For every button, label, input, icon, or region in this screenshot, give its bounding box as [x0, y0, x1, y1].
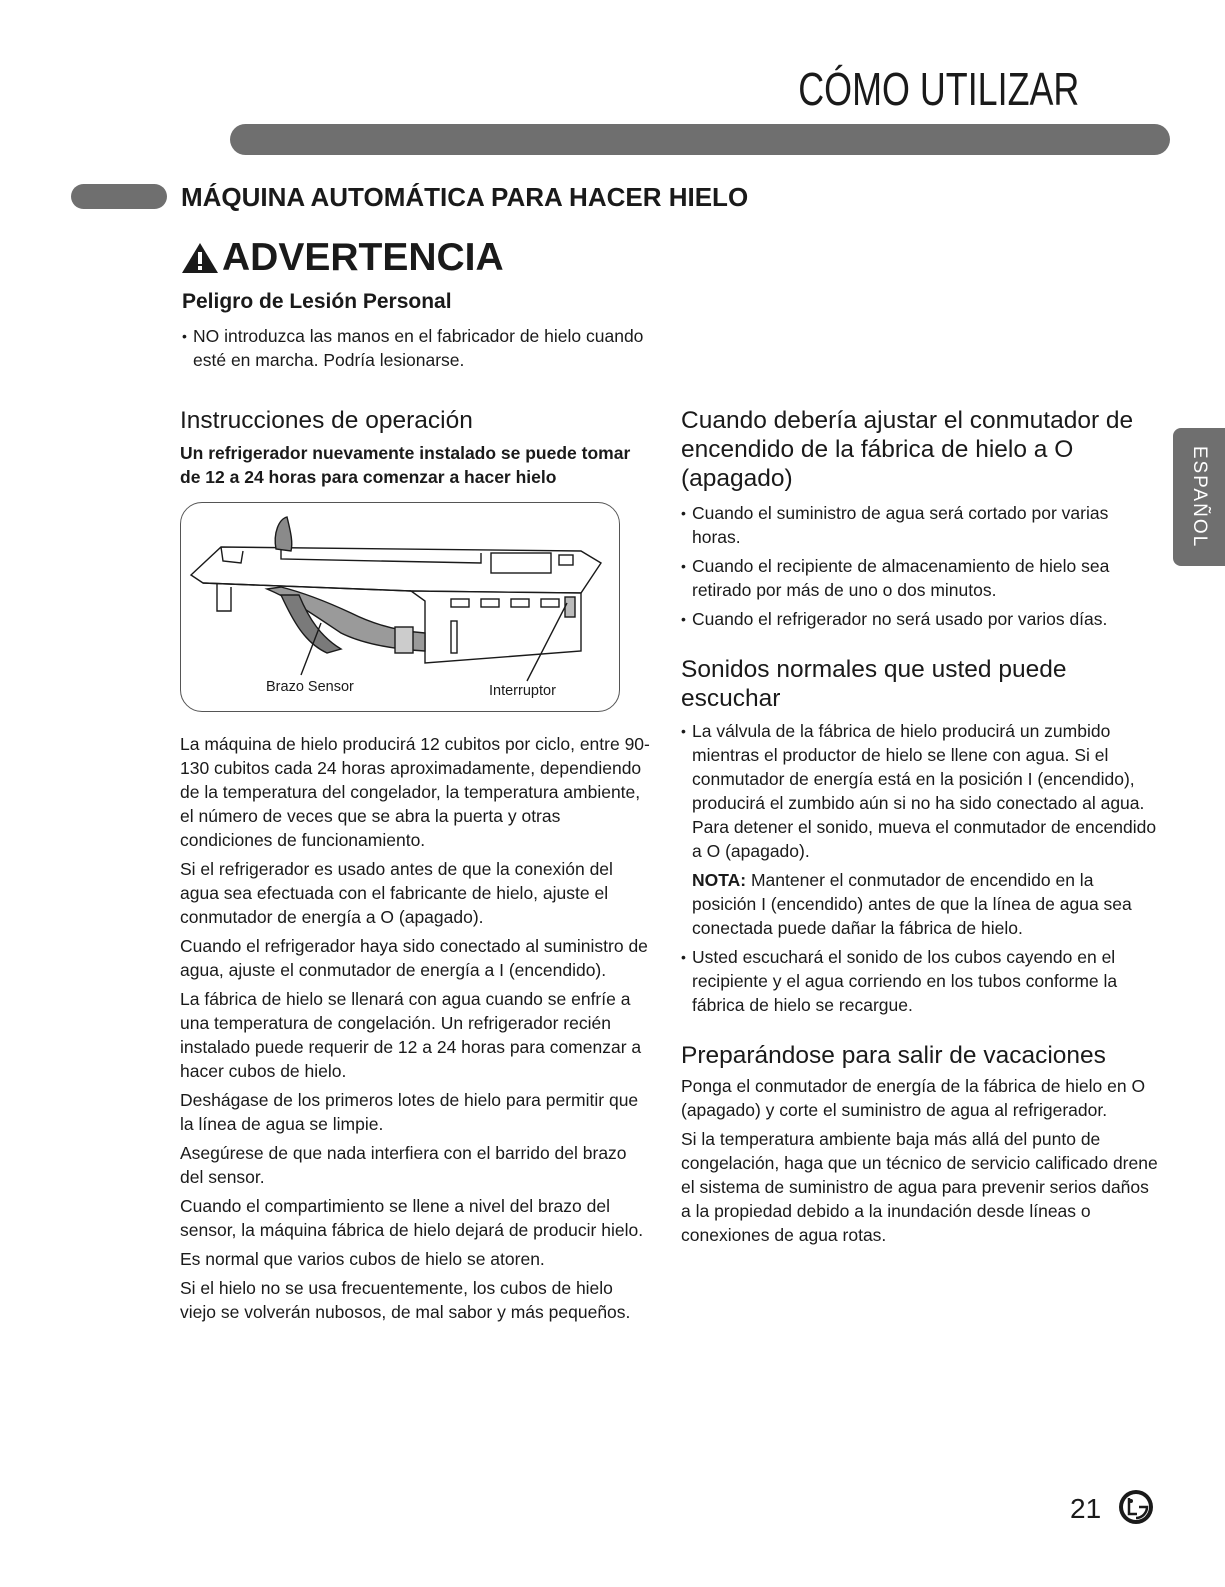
warning-subtitle: Peligro de Lesión Personal	[182, 290, 452, 313]
ice-maker-illustration	[181, 503, 619, 711]
left-paragraph: La fábrica de hielo se llenará con agua cuando se enfríe a una temperatura de congelación. Un refrigerador recién instalado puede requerir de 12 a 24 horas para comenzar a hacer cubos de hielo.	[180, 989, 642, 1081]
warning-triangle-icon	[180, 241, 220, 275]
label-interruptor: Interruptor	[489, 683, 556, 699]
vacation-paragraph: Si la temperatura ambiente baja más allá del punto de congelación, haga que un técnico de servicio calificado drene el sistema de suministro de agua para prevenir serios daños a la propiedad debido a la inundación desde líneas o conexiones de agua rotas.	[681, 1129, 1158, 1245]
language-tab	[1173, 428, 1225, 566]
switch-off-heading: Cuando debería ajustar el conmutador de encendido de la fábrica de hielo a O (apagado)	[681, 407, 1134, 492]
page-header-title: CÓMO UTILIZAR	[797, 63, 1079, 115]
left-paragraph: Asegúrese de que nada interfiera con el barrido del brazo del sensor.	[180, 1143, 627, 1187]
vacation-paragraph: Ponga el conmutador de energía de la fábrica de hielo en O (apagado) y corte el suministro de agua al refrigerador.	[681, 1076, 1146, 1120]
language-tab-label: ESPAÑOL	[1189, 445, 1210, 549]
switch-off-bullet: • Cuando el refrigerador no será usado por varios días.	[681, 607, 1161, 631]
label-brazo-sensor: Brazo Sensor	[266, 679, 354, 695]
operation-heading: Instrucciones de operación	[180, 407, 473, 434]
left-paragraph: Si el hielo no se usa frecuentemente, los cubos de hielo viejo se volverán nubosos, de mal sabor y más pequeños.	[180, 1278, 631, 1322]
ice-maker-figure	[180, 502, 620, 712]
warning-bullet: • NO introduzca las manos en el fabricador de hielo cuando esté en marcha. Podría lesionarse.	[182, 324, 653, 372]
section-pill	[71, 184, 167, 209]
header-bar	[230, 124, 1170, 155]
sounds-bullet: • Usted escuchará el sonido de los cubos cayendo en el recipiente y el agua corriendo en los tubos conforme la fábrica de hielo se recargue.	[681, 945, 1161, 1017]
left-paragraph: La máquina de hielo producirá 12 cubitos por ciclo, entre 90-130 cubitos cada 24 horas aproximadamente, dependiendo de la temperatura del congelador, la temperatura ambiente, el número de veces que se abra la puerta y otras condiciones de funcionamiento.	[180, 734, 650, 850]
switch-off-bullet: • Cuando el suministro de agua será cortado por varias horas.	[681, 501, 1161, 549]
nota-text: Mantener el conmutador de encendido en la posición I (encendido) antes de que la línea de agua sea conectada puede dañar la fábrica de hielo.	[692, 870, 1132, 938]
vacation-heading: Preparándose para salir de vacaciones	[681, 1042, 1106, 1069]
left-paragraph: Si el refrigerador es usado antes de que la conexión del agua sea efectuada con el fabricante de hielo, ajuste el conmutador de energía a O (apagado).	[180, 859, 613, 927]
nota-paragraph	[681, 868, 1161, 940]
warning-heading	[180, 236, 504, 280]
right-column	[681, 406, 1161, 1252]
sounds-bullet: • La válvula de la fábrica de hielo producirá un zumbido mientras el productor de hielo se llene con agua. Si el conmutador de energía está en la posición I (encendido), producirá el zumbido aún si no ha sido conectado al agua. Para detener el sonido, mueva el conmutador de encendido a O (apagado).	[681, 719, 1161, 863]
left-paragraph: Cuando el compartimiento se llene a nivel del brazo del sensor, la máquina fábrica de hielo dejará de producir hielo.	[180, 1196, 644, 1240]
warning-title: ADVERTENCIA	[222, 236, 504, 279]
left-paragraph: Cuando el refrigerador haya sido conectado al suministro de agua, ajuste el conmutador de energía a I (encendido).	[180, 936, 648, 980]
section-title: MÁQUINA AUTOMÁTICA PARA HACER HIELO	[181, 182, 749, 212]
lg-logo-icon	[1117, 1488, 1155, 1526]
switch-off-bullet: • Cuando el recipiente de almacenamiento de hielo sea retirado por más de uno o dos minutos.	[681, 554, 1161, 602]
page-number: 21	[1070, 1493, 1102, 1524]
left-column	[180, 406, 652, 1329]
install-note: Un refrigerador nuevamente instalado se puede tomar de 12 a 24 horas para comenzar a hacer hielo	[180, 443, 631, 487]
left-paragraph: Deshágase de los primeros lotes de hielo para permitir que la línea de agua se limpie.	[180, 1090, 639, 1134]
sounds-heading: Sonidos normales que usted puede escuchar	[681, 656, 1067, 712]
left-paragraph: Es normal que varios cubos de hielo se atoren.	[180, 1249, 545, 1269]
nota-label: NOTA:	[692, 870, 747, 890]
